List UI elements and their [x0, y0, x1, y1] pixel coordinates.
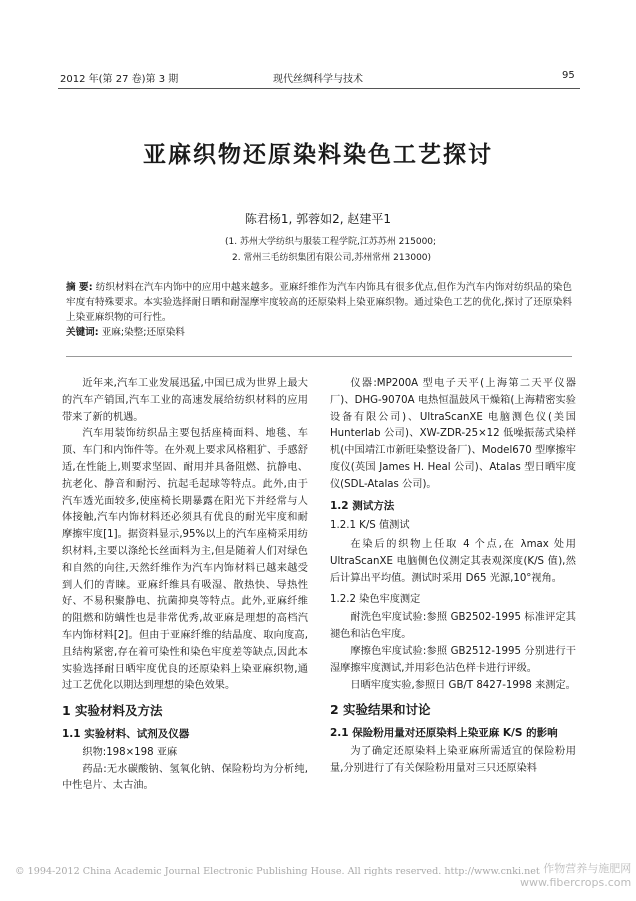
paragraph: 日晒牢度实验,参照日 GB/T 8427-1998 来测定。: [350, 679, 576, 691]
section-heading: 1.2.1 K/S 值测试: [330, 520, 410, 532]
watermark-line-2: www.fibercrops.com: [520, 876, 632, 889]
abstract-rule: [66, 356, 572, 357]
copyright-footer: © 1994-2012 China Academic Journal Electronic Publishing House. All rights reserved. http://www.cnki.net: [15, 866, 540, 877]
watermark: [520, 862, 631, 890]
page-number: 95: [562, 70, 575, 81]
left-column: [62, 376, 308, 795]
paragraph: 仪器:MP200A 型电子天平(上海第二天平仪器厂)、DHG-9070A 电热恒温鼓风干燥箱(上海精密实验设备有限公司)、UltraScanXE 电脑测色仪(美国 Hunterlab 公司)、XW-ZDR-25×12 低噪振荡式染样机(中国靖江市新旺染整设备厂)、Model670 型摩擦牢度仪(英国 James H. Heal 公司)、Atalas 型日晒牢度仪(SDL-Atalas 公司)。: [330, 378, 576, 490]
section-heading: 1 实验材料及方法: [62, 703, 163, 719]
keywords: [66, 325, 572, 340]
journal-name: 现代丝绸科学与技术: [273, 74, 363, 85]
affiliation-2: 2. 常州三毛纺织集团有限公司,苏州常州 213000): [232, 253, 432, 263]
paragraph: 药品:无水碳酸钠、氢氧化钠、保险粉均为分析纯,中性皂片、太古油。: [62, 763, 308, 792]
section-heading: 1.2 测试方法: [330, 499, 395, 512]
affiliation-1: (1. 苏州大学纺织与服装工程学院,江苏苏州 215000;: [225, 237, 437, 247]
paper-title: 亚麻织物还原染料染色工艺探讨: [143, 142, 493, 168]
keywords-label: 关键词:: [66, 327, 99, 338]
right-column: [330, 376, 576, 778]
paragraph: 为了确定还原染料上染亚麻所需适宜的保险粉用量,分别进行了有关保险粉用量对三只还原染料: [330, 745, 576, 774]
header-rule: [58, 88, 580, 89]
paragraph: 织物:198×198 亚麻: [82, 746, 178, 758]
abstract-label: 摘 要:: [66, 282, 93, 293]
issue-info: 2012 年(第 27 卷)第 3 期: [60, 74, 179, 85]
watermark-line-1: 作物营养与施肥网: [543, 862, 632, 875]
paragraph: 耐洗色牢度试验:参照 GB2502-1995 标准评定其褪色和沾色牢度。: [330, 612, 576, 641]
paragraph: 近年来,汽车工业发展迅猛,中国已成为世界上最大的汽车产销国,汽车工业的高速发展给纺织材料的应用带来了新的机遇。: [62, 378, 308, 423]
abstract: [66, 280, 572, 325]
section-heading: 2 实验结果和讨论: [330, 702, 431, 718]
section-heading: 2.1 保险粉用量对还原染料上染亚麻 K/S 的影响: [330, 727, 558, 740]
section-heading: 1.2.2 染色牢度测定: [330, 593, 421, 605]
paragraph: 在染后的织物上任取 4 个点,在 λmax 处用 UltraScanXE 电脑侧色仪测定其表观深度(K/S 值),然后计算出平均值。测试时采用 D65 光源,10°视角。: [330, 539, 576, 584]
keywords-text: 亚麻;染整;还原染料: [101, 327, 185, 338]
abstract-text: 纺织材料在汽车内饰中的应用中越来越多。亚麻纤维作为汽车内饰具有很多优点,但作为汽车内饰对纺织品的染色牢度有特殊要求。本实验选择耐日晒和耐湿摩牢度较高的还原染料上染亚麻织物。通过染色工艺的优化,探讨了还原染料上染亚麻织物的可行性。: [66, 282, 572, 323]
paragraph: 摩擦色牢度试验:参照 GB2512-1995 分别进行干湿摩擦牢度测试,并用彩色沾色样卡进行评级。: [330, 645, 576, 674]
section-heading: 1.1 实验材料、试剂及仪器: [62, 727, 190, 740]
authors: 陈君杨1, 郭蓉如2, 赵建平1: [244, 212, 392, 226]
paragraph: 汽车用装饰纺织品主要包括座椅面料、地毯、车顶、车门和内饰件等。在外观上要求风格粗犷、手感舒适,在性能上,则要求坚固、耐用并具备阻燃、抗静电、抗老化、静音和耐污、抗起毛起球等特点。此外,由于汽车透光面较多,使座椅长期暴露在阳光下并经常与人体接触,汽车内饰材料还必须具有优良的耐光牢度和耐摩擦牢度[1]。据资料显示,95%以上的汽车座椅采用纺织材料,主要以涤纶长丝面料为主,但是随着人们对绿色和自然的向往,天然纤维作为汽车内饰材料已越来越受到人们的青睐。亚麻纤维具有吸湿、散热快、导热性好、不易积聚静电、抗菌抑臭等特点。此外,亚麻纤维的阻燃和防螨性也是非常优秀,故亚麻是理想的高档汽车内饰材料[2]。但由于亚麻纤维的结晶度、取向度高,且结构紧密,存在着可染性和染色牢度差等缺点,因此本实验选择耐日晒牢度优良的还原染料上染亚麻织物,通过工艺优化以期达到理想的染色效果。: [62, 428, 308, 692]
